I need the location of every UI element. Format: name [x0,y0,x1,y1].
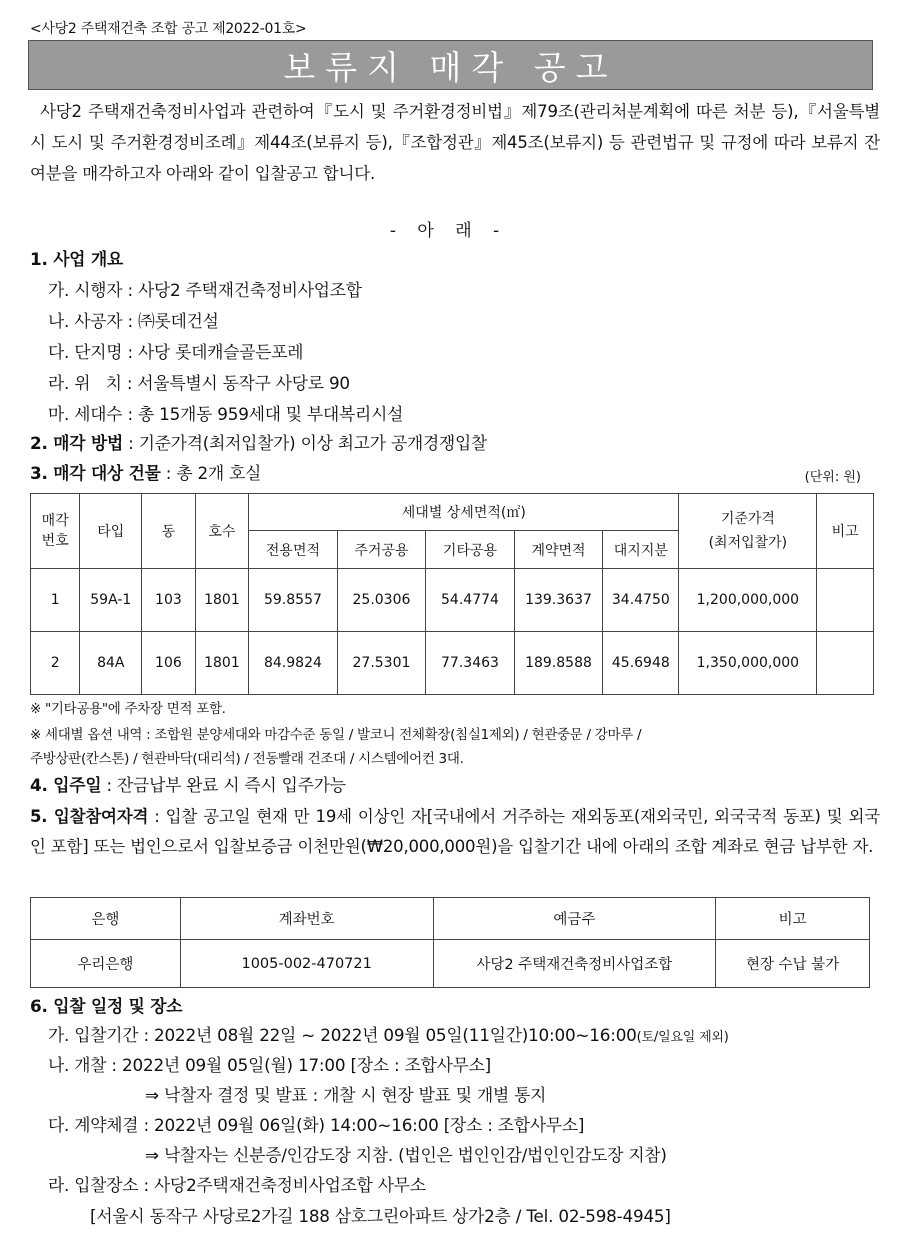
section5 [30,802,880,862]
notice-number: <사당2 주택재건축 조합 공고 제2022-01호> [30,21,307,37]
cell-remark [817,632,874,695]
th-area-residential-common: 주거공용 [337,531,426,569]
section6-ra: 라. 입찰장소 : 사당2주택재건축정비사업조합 사무소 [48,1175,426,1195]
cell-area-contract: 189.8588 [514,632,603,695]
cell-account-number: 1005-002-470721 [180,940,433,988]
th-area-exclusive: 전용면적 [249,531,338,569]
th-area-contract: 계약면적 [514,531,603,569]
sale-target-table [30,493,874,695]
th-area-group: 세대별 상세면적(㎡) [249,494,679,531]
section6-na-sub: ⇒ 낙찰자 결정 및 발표 : 개찰 시 현장 발표 및 개별 통지 [145,1085,547,1105]
cell-remark [817,569,874,632]
th-ho: 호수 [195,494,249,569]
section1-heading: 1. 사업 개요 [30,249,123,269]
cell-ho: 1801 [195,632,249,695]
cell-bank: 우리은행 [31,940,181,988]
table-row [31,940,870,988]
section1-item-2: 나. 사공자 : ㈜롯데건설 [48,311,219,331]
section3-text: : 총 2개 호실 [160,463,262,483]
section4 [30,772,346,796]
th-land-share: 대지지분 [603,531,679,569]
title-banner [28,40,873,90]
section4-text: : 잔금납부 완료 시 즉시 입주가능 [101,775,346,795]
cell-type: 84A [80,632,142,695]
cell-price: 1,200,000,000 [679,569,817,632]
cell-area-exclusive: 84.9824 [249,632,338,695]
cell-dong: 103 [142,569,196,632]
th-remark: 비고 [817,494,874,569]
th-type: 타입 [80,494,142,569]
section3-heading: 3. 매각 대상 건물 [30,463,161,483]
bid-period: 가. 입찰기간 : 2022년 08월 22일 ~ 2022년 09월 05일(11일간)10:00~16:00 [48,1025,637,1045]
section2 [30,430,487,454]
notice-title: 보류지 매각 공고 [283,47,618,87]
cell-ho: 1801 [195,569,249,632]
section6-heading: 6. 입찰 일정 및 장소 [30,996,183,1016]
section2-text: : 기준가격(최저입찰가) 이상 최고가 공개경쟁입찰 [122,433,488,453]
section2-heading: 2. 매각 방법 [30,433,123,453]
below-label: - 아 래 - [389,221,508,241]
note-parking: ※ "기타공용"에 주차장 면적 포함. [30,701,226,717]
cell-land-share: 34.4750 [603,569,679,632]
intro-paragraph [30,96,880,189]
table-row [31,569,874,632]
table-row [31,632,874,695]
cell-area-other-common: 77.3463 [426,632,515,695]
th-remark: 비고 [716,898,870,940]
section6-da-sub: ⇒ 낙찰자는 신분증/인감도장 지참. (법인은 법인인감/법인인감도장 지참) [145,1145,667,1165]
cell-area-exclusive: 59.8557 [249,569,338,632]
section5-text: : 입찰 공고일 현재 만 19세 이상인 자[국내에서 거주하는 재외동포(재외국민, 외국국적 동포) 및 외국인 포함] 또는 법인으로서 입찰보증금 이천만원(₩20,000,000원)을 입찰기간 내에 아래의 조합 계좌로 현금 납부한 자. [30,807,881,856]
th-account-number: 계좌번호 [180,898,433,940]
section6-ga [48,1022,729,1046]
cell-type: 59A-1 [80,569,142,632]
cell-area-contract: 139.3637 [514,569,603,632]
cell-dong: 106 [142,632,196,695]
th-bank: 은행 [31,898,181,940]
section1-item-4: 라. 위 치 : 서울특별시 동작구 사당로 90 [48,373,350,393]
unit-label: (단위: 원) [804,470,861,485]
cell-area-residential-common: 27.5301 [337,632,426,695]
th-sale-no: 매각 번호 [31,494,80,569]
cell-account-holder: 사당2 주택재건축정비사업조합 [433,940,716,988]
bid-period-exclusion: (토/일요일 제외) [636,1030,729,1045]
note-options-2: 주방상판(칸스톤) / 현관바닥(대리석) / 전동빨래 건조대 / 시스템에어컨 3대. [30,751,464,767]
cell-area-other-common: 54.4774 [426,569,515,632]
th-price: 기준가격 (최저입찰가) [679,494,817,569]
account-table [30,897,870,988]
th-dong: 동 [142,494,196,569]
section5-heading: 5. 입찰참여자격 [30,807,149,826]
th-account-holder: 예금주 [433,898,716,940]
cell-no: 2 [31,632,80,695]
section1-item-3: 다. 단지명 : 사당 롯데캐슬골든포레 [48,342,304,362]
cell-remark: 현장 수납 불가 [716,940,870,988]
cell-area-residential-common: 25.0306 [337,569,426,632]
section3 [30,460,261,484]
cell-no: 1 [31,569,80,632]
note-options-1: ※ 세대별 옵션 내역 : 조합원 분양세대와 마감수준 동일 / 발코니 전체확장(침실1제외) / 현관중문 / 강마루 / [30,727,642,743]
cell-price: 1,350,000,000 [679,632,817,695]
section1-item-5: 마. 세대수 : 총 15개동 959세대 및 부대복리시설 [48,404,404,424]
section1-item-1: 가. 시행자 : 사당2 주택재건축정비사업조합 [48,280,362,300]
cell-land-share: 45.6948 [603,632,679,695]
section6-ra-sub: [서울시 동작구 사당로2가길 188 삼호그린아파트 상가2층 / Tel. 02-598-4945] [90,1206,671,1226]
intro-text: 사당2 주택재건축정비사업과 관련하여『도시 및 주거환경정비법』제79조(관리처분계획에 따른 처분 등),『서울특별시 도시 및 주거환경정비조례』제44조(보류지 등),『조합정관』제45조(보류지) 등 관련법규 및 규정에 따라 보류지 잔여분을 매각하고자 아래와 같이 입찰공고 합니다. [30,102,880,183]
th-area-other-common: 기타공용 [426,531,515,569]
section6-da: 다. 계약체결 : 2022년 09월 06일(화) 14:00~16:00 [장소 : 조합사무소] [48,1115,585,1135]
section4-heading: 4. 입주일 [30,775,102,795]
section6-na: 나. 개찰 : 2022년 09월 05일(월) 17:00 [장소 : 조합사무소] [48,1055,491,1075]
